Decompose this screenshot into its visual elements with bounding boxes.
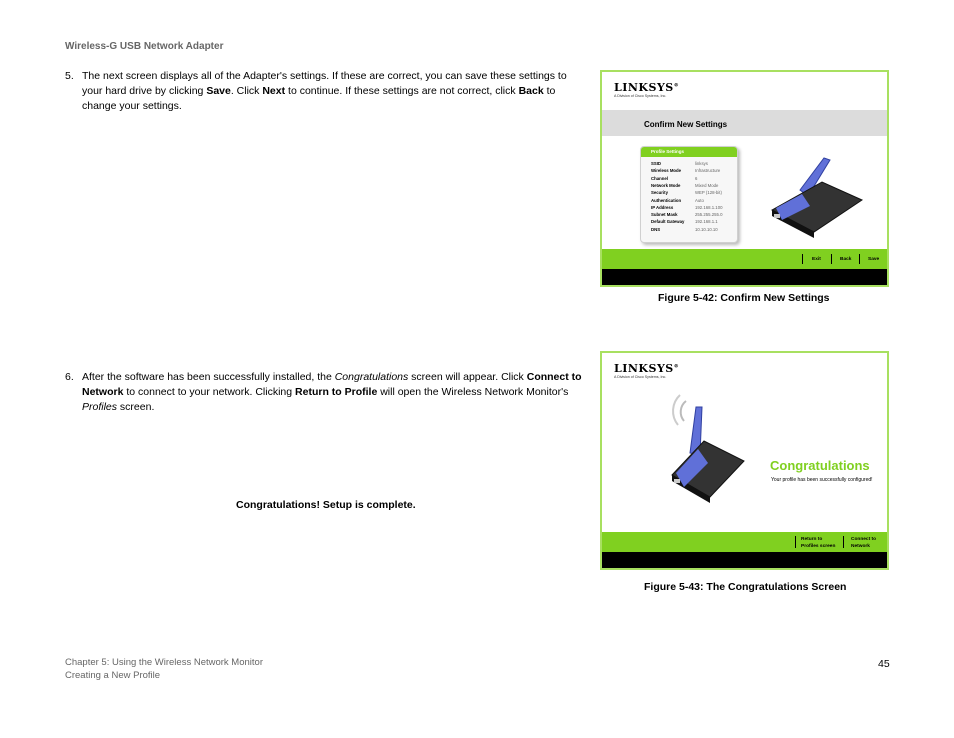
usb-adapter-icon <box>664 393 756 503</box>
setting-value: 192.168.1.100 <box>695 204 723 210</box>
setting-value: 192.168.1.1 <box>695 219 718 225</box>
setting-value: linksys <box>695 161 708 166</box>
setting-value: WEP (128-bit) <box>695 190 722 196</box>
setting-key: Default Gateway <box>651 219 685 225</box>
panel-header: Profile Settings <box>641 147 737 157</box>
footer-bar <box>602 269 887 287</box>
success-message: Your profile has been successfully configured! <box>771 477 873 483</box>
back-button[interactable]: Back <box>840 257 852 262</box>
step-text: The next screen displays all of the Adapter's settings. If these are correct, you can save these settings to your hard drive by clicking Save. Click Next to continue. If these settings are not correct, click Back to change your settings. <box>82 70 567 112</box>
confirm-settings-screenshot <box>600 70 889 287</box>
running-header: Wireless-G USB Network Adapter <box>65 41 224 52</box>
separator <box>859 254 860 264</box>
figure-caption: Figure 5-42: Confirm New Settings <box>658 292 830 304</box>
setting-key: SSID <box>651 161 662 166</box>
step-number: 6. <box>65 371 74 383</box>
return-to-profiles-button[interactable]: Return to Profiles screen <box>801 537 836 549</box>
setting-key: Subnet Mask <box>651 212 678 218</box>
setting-key: IP Address <box>651 204 674 210</box>
setting-key: Authentication <box>651 197 682 203</box>
step-text: After the software has been successfully installed, the Congratulations screen will appear. Click Connect to Network to connect to your network. Clicking Return to Profile will open the Wireless Network Monitor's Profiles screen. <box>82 371 582 413</box>
setting-key: Wireless Mode <box>651 168 682 174</box>
setting-value: 6 <box>695 175 698 181</box>
screen-title: Confirm New Settings <box>644 120 728 129</box>
connect-to-network-button[interactable]: Connect to Network <box>851 537 877 549</box>
logo-subtitle: A Division of Cisco Systems, Inc. <box>614 375 667 379</box>
linksys-logo: LINKSYS® <box>614 362 680 375</box>
nav-bar <box>602 532 887 552</box>
setting-key: Channel <box>651 175 668 181</box>
save-button[interactable]: Save <box>868 257 880 262</box>
setting-value: Mixed Mode <box>695 182 719 188</box>
exit-button[interactable]: Exit <box>812 257 821 262</box>
footer-chapter: Chapter 5: Using the Wireless Network Monitor <box>65 657 263 668</box>
linksys-logo: LINKSYS® <box>614 81 680 94</box>
usb-adapter-icon <box>762 150 872 240</box>
congratulations-screenshot <box>600 351 889 570</box>
setting-key: Security <box>651 190 668 196</box>
setting-key: DNS <box>651 226 661 232</box>
figure-caption: Figure 5-43: The Congratulations Screen <box>644 581 847 593</box>
separator <box>795 536 796 548</box>
page-footer <box>65 657 263 682</box>
profile-settings-panel <box>640 146 738 243</box>
step-number: 5. <box>65 70 74 82</box>
footer-section: Creating a New Profile <box>65 669 161 681</box>
step-5 <box>65 69 590 114</box>
separator <box>843 536 844 548</box>
congratulations-note: Congratulations! Setup is complete. <box>236 499 416 511</box>
setting-value: 10.10.10.10 <box>695 226 718 232</box>
congratulations-title: Congratulations <box>770 458 870 473</box>
setting-value: Infrastructure <box>695 168 721 174</box>
separator <box>831 254 832 264</box>
page-number: 45 <box>878 658 890 670</box>
step-6 <box>65 370 590 415</box>
footer-bar <box>602 552 887 570</box>
setting-key: Network Mode <box>651 182 681 188</box>
separator <box>802 254 803 264</box>
setting-value: Auto <box>695 197 704 203</box>
logo-subtitle: A Division of Cisco Systems, Inc. <box>614 94 667 98</box>
setting-value: 255.255.255.0 <box>695 212 723 218</box>
